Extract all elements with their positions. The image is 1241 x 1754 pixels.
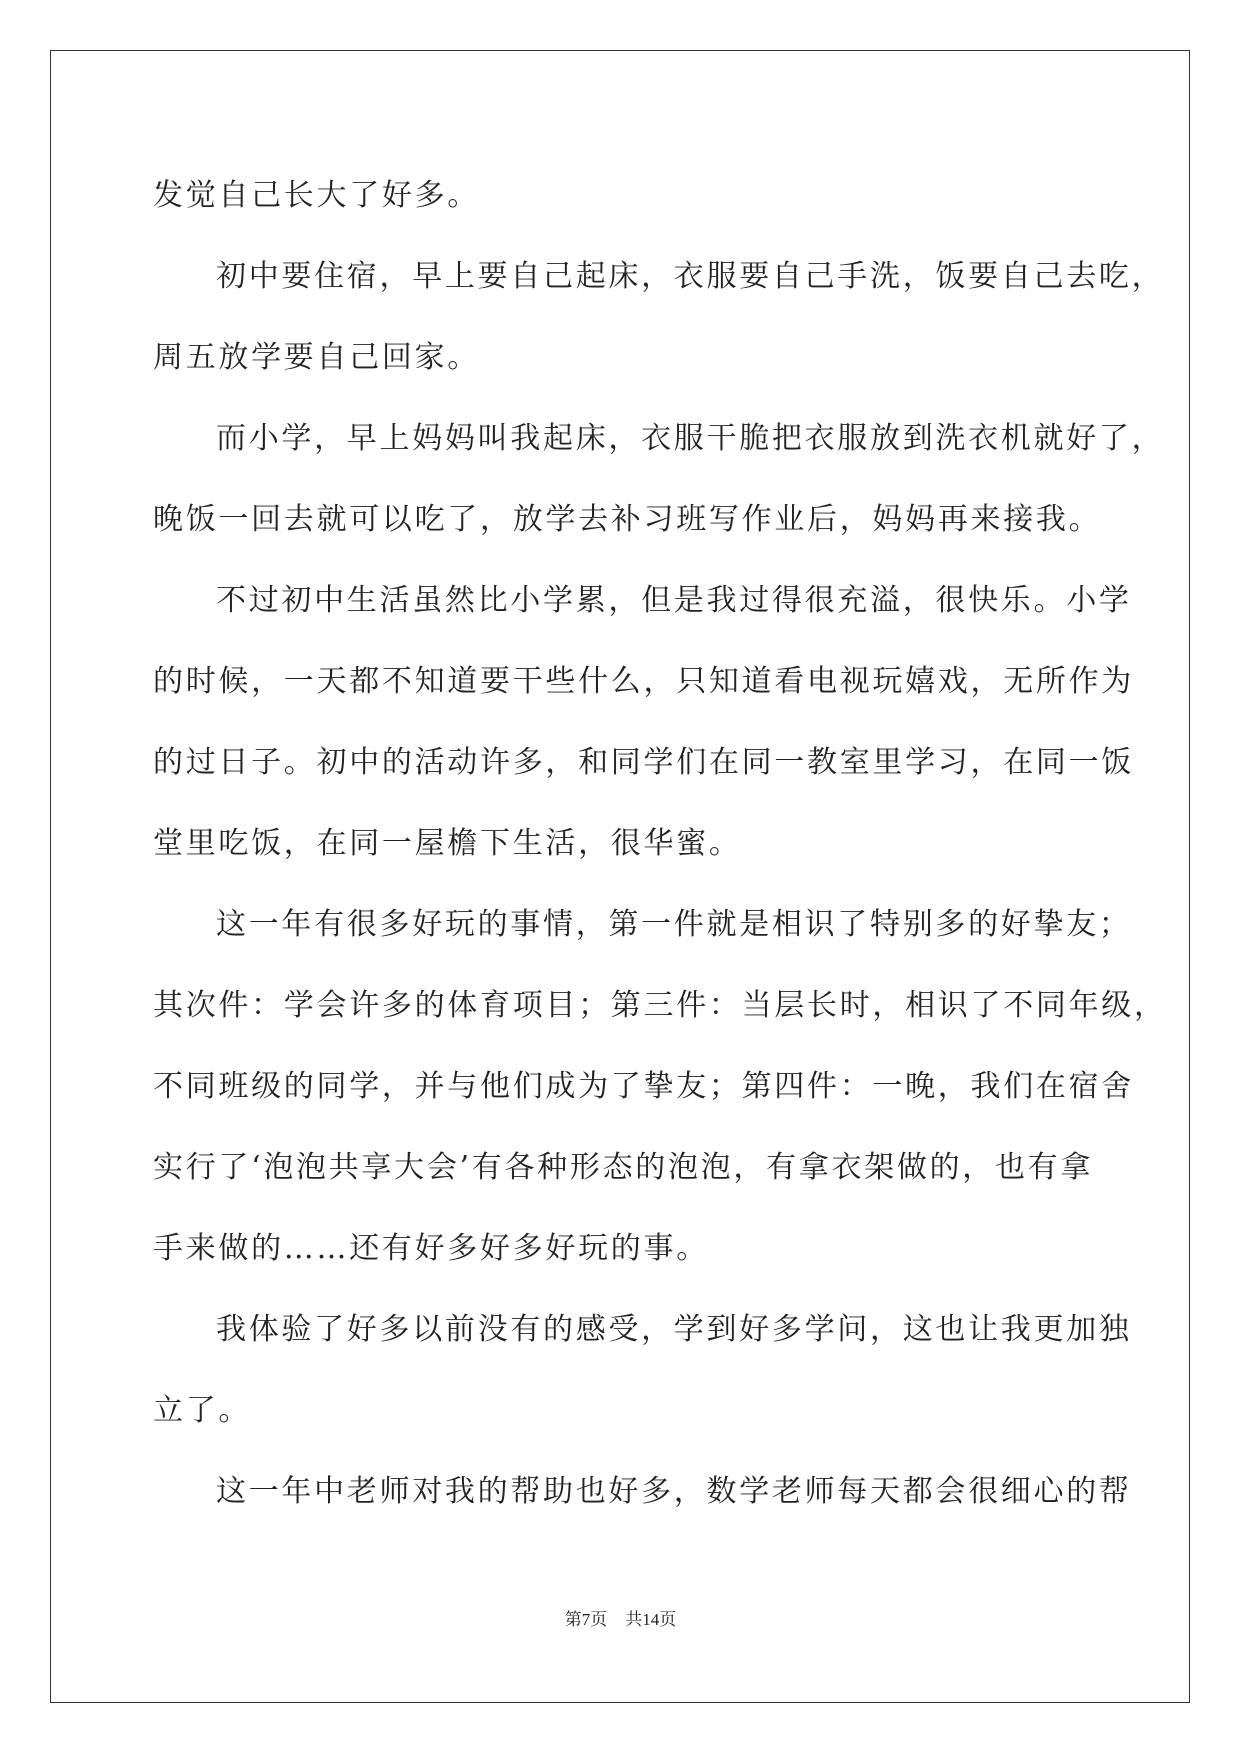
page-number: 第7页 <box>564 1610 608 1629</box>
text-line: 发觉自己长大了好多。 <box>153 178 480 213</box>
paragraph-start-line: 这一年中老师对我的帮助也好多，数学老师每天都会很细心的帮 <box>216 1474 1132 1509</box>
paragraph-start-line: 我体验了好多以前没有的感受，学到好多学问，这也让我更加独 <box>216 1312 1132 1347</box>
text-line: 堂里吃饭，在同一屋檐下生活，很华蜜。 <box>153 826 742 861</box>
text-line: 周五放学要自己回家。 <box>153 340 480 375</box>
paragraph-start-line: 而小学，早上妈妈叫我起床，衣服干脆把衣服放到洗衣机就好了， <box>216 421 1165 456</box>
document-body <box>153 155 1167 1532</box>
text-line: 的时候，一天都不知道要干些什么，只知道看电视玩嬉戏，无所作为 <box>153 664 1134 699</box>
paragraph-start-line: 不过初中生活虽然比小学累，但是我过得很充溢，很快乐。小学 <box>216 583 1132 618</box>
paragraph-start-line: 这一年有很多好玩的事情，第一件就是相识了特别多的好挚友； <box>216 907 1132 942</box>
text-line: 不同班级的同学，并与他们成为了挚友；第四件：一晚，我们在宿舍 <box>153 1069 1134 1104</box>
text-line: 的过日子。初中的活动许多，和同学们在同一教室里学习，在同一饭 <box>153 745 1134 780</box>
text-line: 立了。 <box>153 1393 252 1428</box>
text-line: 实行了‘泡泡共享大会’有各种形态的泡泡，有拿衣架做的，也有拿 <box>153 1150 1094 1185</box>
paragraph-start-line: 初中要住宿，早上要自己起床，衣服要自己手洗，饭要自己去吃， <box>216 259 1165 294</box>
page-footer <box>0 1609 1241 1631</box>
text-line: 手来做的……还有好多好多好玩的事。 <box>153 1231 709 1266</box>
text-line: 其次件：学会许多的体育项目；第三件：当层长时，相识了不同年级， <box>153 988 1167 1023</box>
text-line: 晚饭一回去就可以吃了，放学去补习班写作业后，妈妈再来接我。 <box>153 502 1102 537</box>
page-total: 共14页 <box>625 1610 677 1629</box>
